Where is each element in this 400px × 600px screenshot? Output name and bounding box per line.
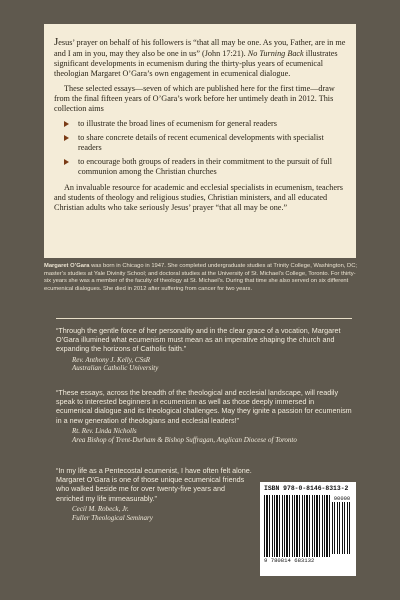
endorser-affiliation: Australian Catholic University bbox=[72, 364, 159, 373]
barcode-digits: 9 780814 683132 bbox=[264, 557, 315, 564]
intro-paragraph: Jesus’ prayer on behalf of his followers is “that all may be one. As you, Father, are in me and I am in you, may they also be one in us” (John 17:21). No Turning Back illustrates significant developments in ecumenism during the thirty-plus years of ecumenical theologian Margaret O’Gara’s own engagement in ecumenical dialogue. bbox=[54, 36, 346, 79]
endorsement-quote: “In my life as a Pentecostal ecumenist, I have often felt alone. Margaret O’Gara is one of those unique ecumenical friends who walked beside me for over twenty-five years and enriched my life immeasurably.” bbox=[56, 466, 252, 503]
endorsement-1 bbox=[56, 326, 352, 373]
list-item: to share concrete details of recent ecumenical developments with specialist readers bbox=[64, 133, 348, 153]
endorsement-attribution bbox=[56, 427, 352, 445]
collection-paragraph: These selected essays—seven of which are published here for the first time—draw from the final fifteen years of O’Gara’s work before her untimely death in 2012. This collection aims bbox=[54, 84, 335, 114]
endorser-name: Rev. Anthony J. Kelly, CSsR bbox=[72, 355, 151, 364]
endorsement-3 bbox=[56, 466, 254, 522]
triangle-bullet-icon bbox=[64, 121, 69, 127]
endorsement-attribution bbox=[56, 356, 352, 374]
endorsement-quote: “These essays, across the breadth of the theological and ecclesial landscape, will readily speak to interested beginners in ecumenism as well as those deeply immersed in ecumenical dialogue and its theological challenges. May they ignite a passion for ecumenism in a new generation of theologians and ecclesial leaders!” bbox=[56, 388, 352, 425]
addon-number: 90000 bbox=[333, 495, 351, 502]
barcode-graphic bbox=[264, 495, 352, 557]
author-bio bbox=[44, 263, 358, 293]
triangle-bullet-icon bbox=[64, 159, 69, 165]
list-item: to encourage both groups of readers in their commitment to the pursuit of full communion among the Christian churches bbox=[64, 157, 348, 177]
isbn-label: ISBN 978-0-8146-8313-2 bbox=[264, 485, 349, 492]
endorser-name: Rt. Rev. Linda Nicholls bbox=[72, 426, 137, 435]
drop-cap: J bbox=[54, 36, 59, 48]
endorser-affiliation: Fuller Theological Seminary bbox=[72, 513, 153, 522]
triangle-bullet-icon bbox=[64, 135, 69, 141]
ean-bars bbox=[264, 495, 330, 557]
addon-bars bbox=[332, 502, 352, 554]
description-panel bbox=[44, 24, 356, 258]
book-title: No Turning Back bbox=[247, 49, 304, 59]
bio-text: was born in Chicago in 1947. She completed undergraduate studies at Trinity College, Washington, DC; master’s studies at Yale Divinity School; and doctoral studies at the University of St. Michael’s College, Toronto. For thirty-six years she was a member of the faculty of theology at St. Michael’s. During that time she also served on six different ecumenical dialogues. She died in 2012 after suffering from cancer for two years. bbox=[44, 263, 358, 292]
audience-paragraph: An invaluable resource for academic and ecclesial specialists in ecumenism, teachers and students of theology and religious studies, Christian ministers, and all educated Christian adults who take seriously Jesus’ prayer “that all may be one.” bbox=[54, 183, 343, 213]
author-name: Margaret O’Gara bbox=[44, 263, 90, 269]
endorsement-attribution bbox=[56, 505, 254, 523]
isbn-barcode bbox=[260, 482, 356, 576]
endorsement-quote: “Through the gentle force of her personality and in the clear grace of a vocation, Margaret O’Gara illumined what ecumenism must mean as an imperative shaping the church and expanding the horizons of Catholic faith.” bbox=[56, 326, 341, 354]
price-addon bbox=[332, 495, 352, 557]
aims-list bbox=[64, 119, 348, 177]
endorser-name: Cecil M. Robeck, Jr. bbox=[72, 504, 129, 513]
section-divider bbox=[56, 318, 352, 319]
list-item: to illustrate the broad lines of ecumenism for general readers bbox=[64, 119, 348, 129]
endorser-affiliation: Area Bishop of Trent-Durham & Bishop Suffragan, Anglican Diocese of Toronto bbox=[72, 435, 297, 444]
endorsement-2 bbox=[56, 388, 352, 444]
